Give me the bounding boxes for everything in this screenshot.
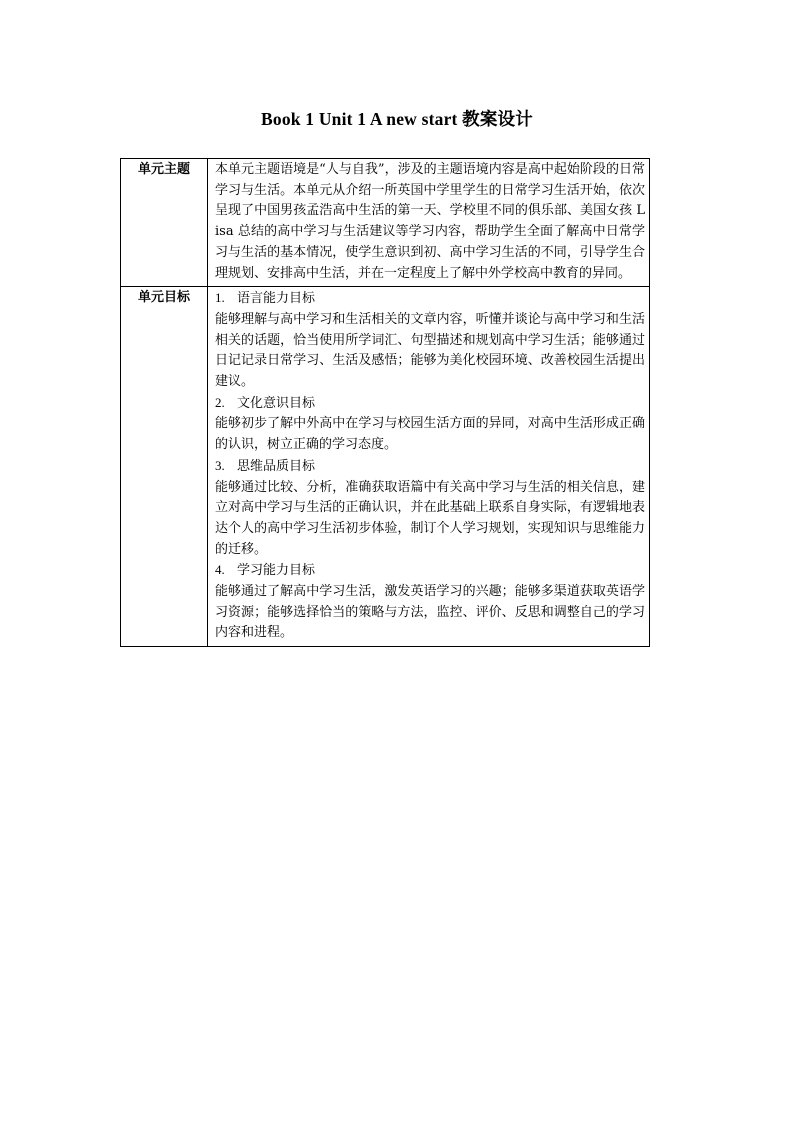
goal-number: 4. <box>215 562 225 578</box>
goal-text: 能够初步了解中外高中在学习与校园生活方面的异同，对高中生活形成正确的认识，树立正确的学习态度。 <box>215 416 645 453</box>
goal-number: 1. <box>215 290 225 306</box>
goal-item-culture <box>215 393 645 456</box>
goal-heading <box>215 456 645 478</box>
goal-text: 能够通过了解高中学习生活，激发英语学习的兴趣；能够多渠道获取英语学习资源；能够选择恰当的策略与方法，监控、评价、反思和调整自己的学习内容和进程。 <box>215 584 645 641</box>
goal-item-learning <box>215 560 645 644</box>
table-row-theme <box>121 159 650 287</box>
goals-cell <box>208 287 650 647</box>
goal-item-language <box>215 288 645 393</box>
theme-label: 单元主题 <box>121 159 208 287</box>
goal-text: 能够通过比较、分析，准确获取语篇中有关高中学习与生活的相关信息，建立对高中学习与生活的正确认识，并在此基础上联系自身实际，有逻辑地表达个人的高中学习生活初步体验，制订个人学习规划，实现知识与思维能力的迁移。 <box>215 479 645 557</box>
page-title: Book 1 Unit 1 A new start 教案设计 <box>261 109 533 129</box>
goal-number: 3. <box>215 457 225 473</box>
goals-label: 单元目标 <box>121 287 208 647</box>
table-row-goals <box>121 287 650 647</box>
goal-heading <box>215 393 645 415</box>
goal-title: 学习能力目标 <box>237 563 316 579</box>
goal-title: 文化意识目标 <box>237 395 316 411</box>
goal-item-thinking <box>215 456 645 561</box>
theme-text: 本单元主题语境是“人与自我”，涉及的主题语境内容是高中起始阶段的日常学习与生活。本单元从介绍一所英国中学里学生的日常学习生活开始，依次呈现了中国男孩孟浩高中生活的第一天、学校里不同的俱乐部、美国女孩 Lisa 总结的高中学习与生活建议等学习内容，帮助学生全面了解高中日常学习与生活的基本情况，使学生意识到初、高中学习生活的不同，引导学生合理规划、安排高中生活，并在一定程度上了解中外学校高中教育的异同。 <box>208 159 650 287</box>
goal-title: 语言能力目标 <box>237 291 316 307</box>
goal-text: 能够理解与高中学习和生活相关的文章内容，听懂并谈论与高中学习和生活相关的话题，恰当使用所学词汇、句型描述和规划高中学习生活；能够通过日记记录日常学习、生活及感悟；能够为美化校园环境、改善校园生活提出建议。 <box>215 311 645 390</box>
goal-number: 2. <box>215 394 225 410</box>
goal-heading <box>215 560 645 582</box>
goal-heading <box>215 288 645 310</box>
lesson-plan-table <box>120 158 650 647</box>
goal-title: 思维品质目标 <box>237 458 316 474</box>
